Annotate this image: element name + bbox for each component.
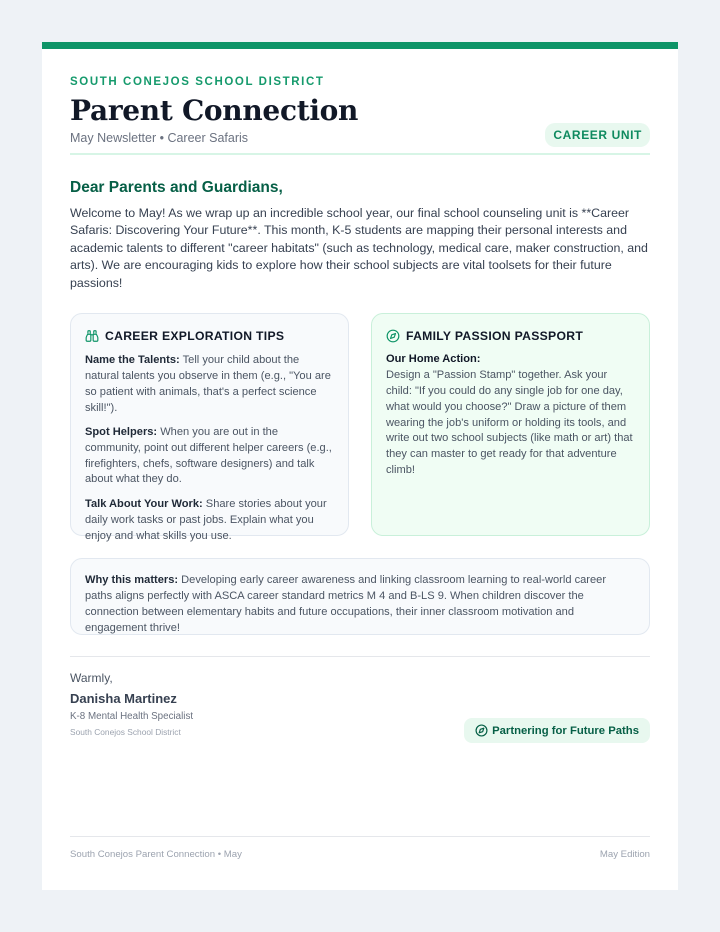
footer-edition: May Edition [599,849,650,860]
passion-passport-heading [386,328,635,344]
signer-organization: South Conejos School District [70,727,181,738]
career-unit-badge: CAREER UNIT [545,123,650,147]
tip-text: Tell your child about the natural talents you observe in them (e.g., "You are so patient with animals, that's a perfect science skill!"). [85,354,331,414]
tip-item [85,497,334,544]
partnering-badge-label: Partnering for Future Paths [492,724,639,737]
tip-item [85,425,334,488]
subtitle-row [70,129,650,151]
why-text: Developing early career awareness and linking classroom learning to real-world career paths aligns perfectly with ASCA career standard metrics M 4 and B-LS 9. When children discover the connection between elementary habits and future occupations, their inner classroom motivation and engagement thrive! [85,574,607,635]
page-footer [70,836,650,860]
district-name: SOUTH CONEJOS SCHOOL DISTRICT [70,76,325,88]
newsletter-subtitle: May Newsletter • Career Safaris [70,131,249,145]
tip-label: Name the Talents: [85,354,180,367]
career-tips-heading [85,328,334,344]
signer-name: Danisha Martinez [70,691,177,707]
signature-block [70,671,650,741]
tip-text: When you are out in the community, point out different helper careers (e.g., firefighters, chefs, software designers) and talk about what they do. [85,426,332,486]
header-divider [70,153,650,155]
binoculars-icon [85,329,99,343]
closing-text: Warmly, [70,671,113,686]
signer-role: K-8 Mental Health Specialist [70,711,194,723]
home-action-text: Design a "Passion Stamp" together. Ask your child: "If you could do any single job for one day, what would you choose?" Draw a picture of them wearing the job's uniform or holding its tools, and write out two school subjects (like math or art) that they can master to get ready for that adventure climb! [386,369,633,476]
tip-text: Share stories about your daily work tasks or past jobs. Explain what you enjoy and what skills you use. [85,498,327,542]
why-this-matters-box [70,558,650,635]
letter-greeting: Dear Parents and Guardians, [70,178,283,196]
passion-passport-card [371,313,650,536]
compass-icon [386,329,400,343]
tip-item [85,353,334,416]
tip-label: Spot Helpers: [85,426,158,439]
partnering-badge [464,718,650,743]
footer-left-text: South Conejos Parent Connection • May [70,849,242,860]
compass-icon [475,724,488,737]
cards-row [70,313,650,542]
tip-label: Talk About Your Work: [85,498,203,511]
accent-bar [42,42,678,49]
home-action-label: Our Home Action: [386,353,481,366]
signature-divider [70,656,650,657]
newsletter-page [42,42,678,890]
passion-passport-title: FAMILY PASSION PASSPORT [406,329,584,344]
career-tips-title: CAREER EXPLORATION TIPS [105,329,285,344]
letter-intro: Welcome to May! As we wrap up an incredible school year, our final school counseling unit is **Career Safaris: Discovering Your Future**. This month, K-5 students are mapping their personal interests and academic talents to different "career habitats" (such as technology, medical care, maker construction, and arts). We are encouraging kids to explore how their school subjects are vital toolsets for their future passions! [70,205,648,290]
career-tips-card [70,313,349,542]
why-label: Why this matters: [85,574,179,587]
page-title: Parent Connection [70,94,359,127]
